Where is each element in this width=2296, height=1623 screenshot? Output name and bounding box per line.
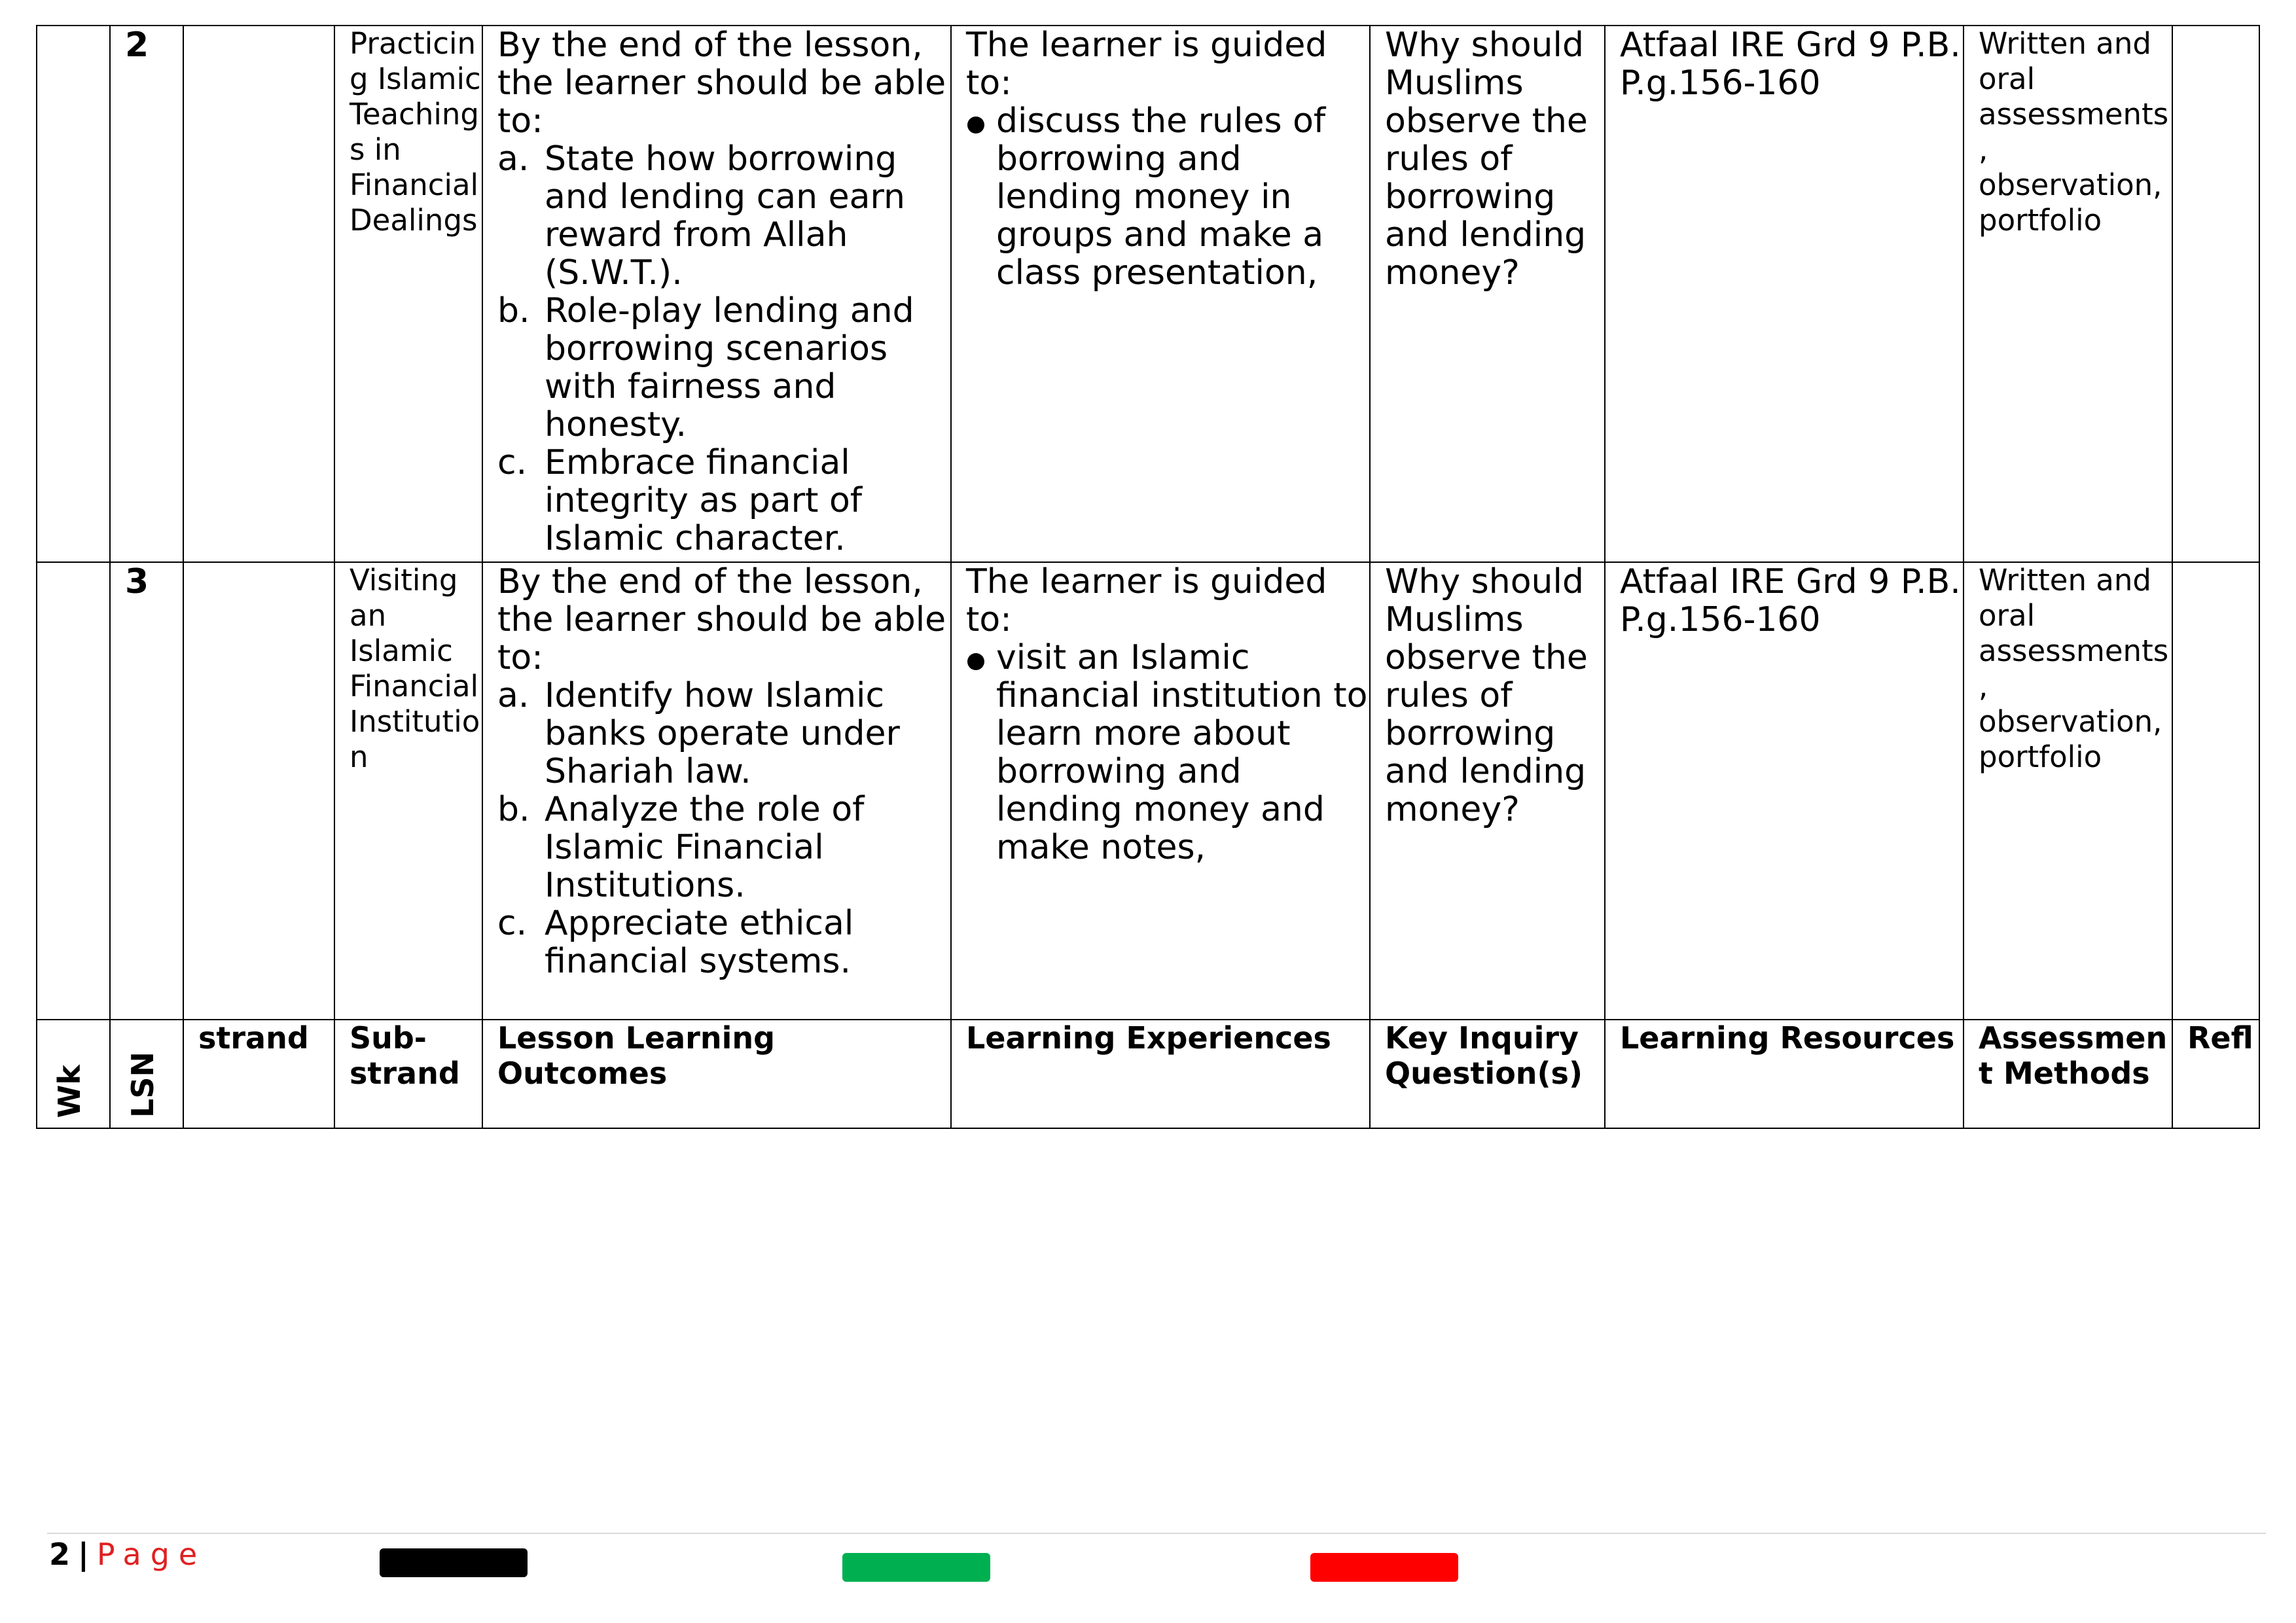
learning-resources-cell: Atfaal IRE Grd 9 P.B. P.g.156-160 [1605,26,1964,562]
header-learning-outcomes: Lesson Learning Outcomes [482,1020,951,1128]
bullet-icon [967,653,984,670]
experience-item [966,102,1369,292]
assessment-cell: Written and oral assessments, observation, portfolio [1964,562,2172,1020]
outcome-text: Embrace financial integrity as part of Islamic character. [545,443,863,558]
key-inquiry-cell: Why should Muslims observe the rules of borrowing and lending money? [1370,26,1605,562]
footer-black-bar [380,1548,528,1577]
header-sub-strand: Sub-strand [334,1020,482,1128]
outcome-marker: a. [497,139,529,179]
experience-text: visit an Islamic financial institution to learn more about borrowing and lending money and make notes, [996,638,1368,867]
strand-cell [183,26,334,562]
outcome-marker: a. [497,676,529,715]
outcome-item [497,292,950,444]
reflection-cell [2172,26,2259,562]
header-week-label: Wk [52,1064,87,1118]
outcome-text: State how borrowing and lending can earn reward from Allah (S.W.T.). [545,139,905,293]
sub-strand-cell: Practicing Islamic Teachings in Financial Dealings [334,26,482,562]
outcome-item [497,444,950,558]
scheme-of-work-table [36,25,2260,1129]
outcome-item [497,140,950,292]
header-assessment: Assessment Methods [1964,1020,2172,1128]
outcome-item [497,904,950,980]
footer-separator: | [78,1537,89,1572]
header-learning-experiences: Learning Experiences [951,1020,1370,1128]
experience-intro: The learner is guided to: [966,562,1327,639]
learning-experiences-cell [951,562,1370,1020]
lesson-number-cell: 2 [110,26,183,562]
outcome-text: Role-play lending and borrowing scenarios with fairness and honesty. [545,291,914,444]
sub-strand-cell: Visiting an Islamic Financial Institution [334,562,482,1020]
footer-green-bar [842,1553,990,1582]
learning-experiences-cell [951,26,1370,562]
header-lesson-label: LSN [125,1052,160,1118]
column-header-row [37,1020,2259,1128]
lesson-number-cell: 3 [110,562,183,1020]
outcomes-list [497,140,950,558]
page-number: 2 [49,1537,71,1572]
outcomes-intro: By the end of the lesson, the learner should be able to: [497,562,946,677]
learning-outcomes-cell [482,562,951,1020]
outcome-marker: b. [497,790,530,829]
outcome-text: Analyze the role of Islamic Financial Institutions. [545,790,865,905]
table-row [37,26,2259,562]
outcome-marker: c. [497,443,528,482]
header-key-inquiry: Key Inquiry Question(s) [1370,1020,1605,1128]
page-footer [49,1536,206,1573]
experience-text: discuss the rules of borrowing and lending money in groups and make a class presentation, [996,101,1326,293]
outcome-text: Identify how Islamic banks operate under Shariah law. [545,676,900,791]
page-label: Page [96,1537,207,1572]
header-reflection: Refl [2172,1020,2259,1128]
footer-divider [47,1533,2266,1534]
strand-cell [183,562,334,1020]
outcome-marker: c. [497,904,528,943]
week-cell [37,26,110,562]
header-learning-resources: Learning Resources [1605,1020,1964,1128]
outcomes-intro: By the end of the lesson, the learner should be able to: [497,26,946,141]
experience-item [966,639,1369,866]
reflection-cell [2172,562,2259,1020]
header-week [37,1020,110,1128]
learning-resources-cell: Atfaal IRE Grd 9 P.B. P.g.156-160 [1605,562,1964,1020]
key-inquiry-cell: Why should Muslims observe the rules of borrowing and lending money? [1370,562,1605,1020]
bullet-icon [967,116,984,134]
week-cell [37,562,110,1020]
outcome-item [497,791,950,904]
learning-outcomes-cell [482,26,951,562]
header-strand: strand [183,1020,334,1128]
footer-red-bar [1310,1553,1458,1582]
outcomes-list [497,677,950,980]
experience-intro: The learner is guided to: [966,26,1327,103]
outcome-item [497,677,950,791]
outcome-marker: b. [497,291,530,330]
header-lesson [110,1020,183,1128]
assessment-cell: Written and oral assessments, observation, portfolio [1964,26,2172,562]
table-row [37,562,2259,1020]
outcome-text: Appreciate ethical financial systems. [545,904,854,981]
